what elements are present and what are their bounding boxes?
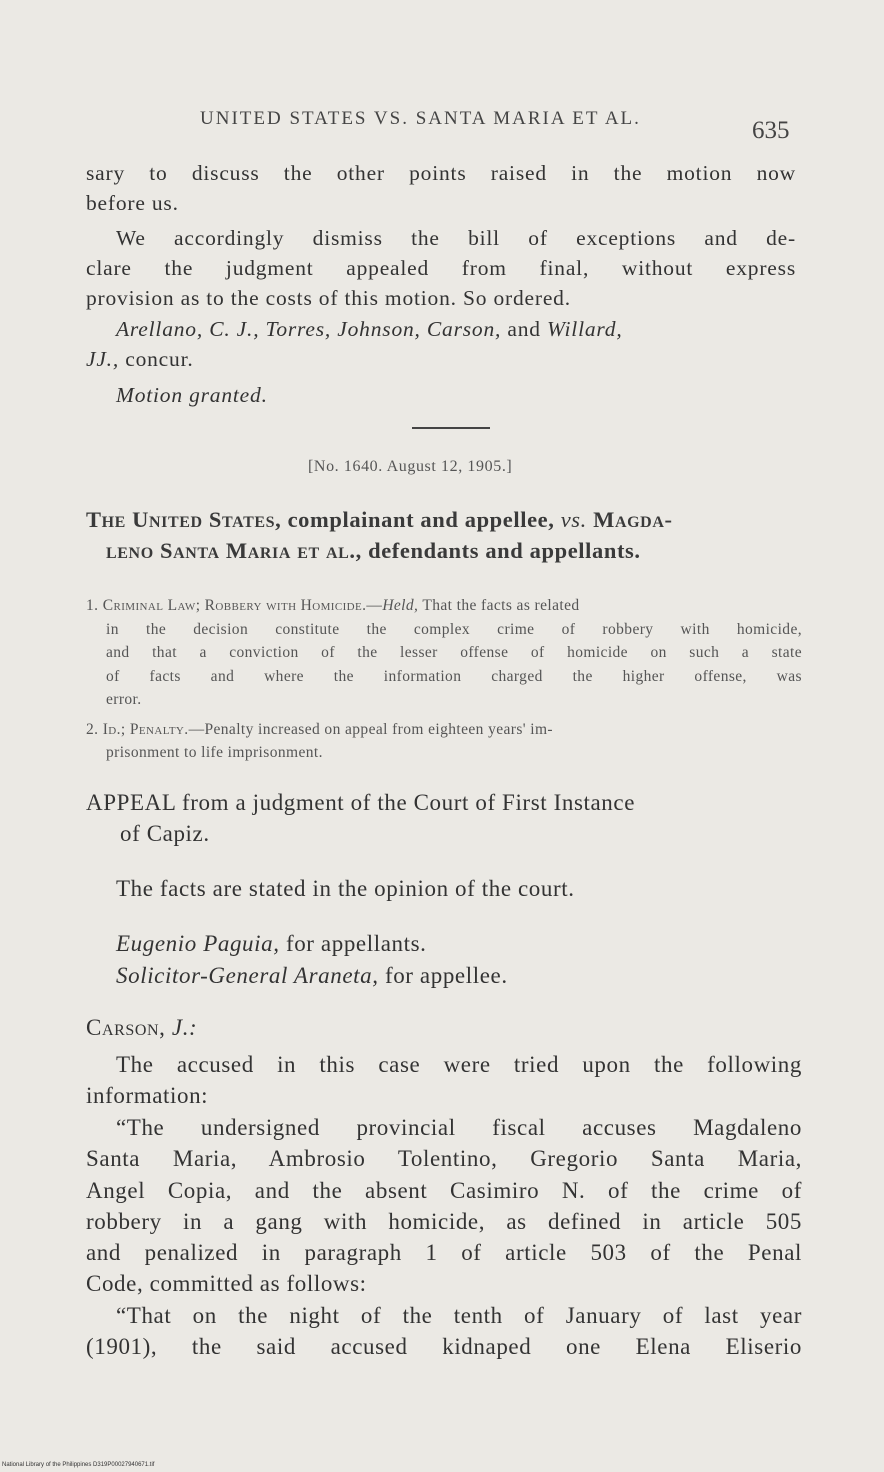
opinion-author-title: J.:	[171, 1015, 198, 1040]
disposition: Motion granted.	[116, 383, 268, 407]
concur-and: and	[507, 317, 541, 341]
facts-statement: The facts are stated in the opinion of the court.	[116, 876, 575, 901]
prev-para1-line2: before us.	[86, 191, 179, 215]
page-number: 635	[752, 117, 790, 144]
counsel-appellee-name: Solicitor-General Araneta,	[116, 963, 379, 988]
case-defendant-role: defendants and appellants.	[368, 538, 641, 563]
syllabus-1-line4: of facts and where the information charged the higher offense, was	[106, 668, 802, 685]
concurring-justices: Arellano, C. J., Torres, Johnson, Carson,	[116, 317, 502, 341]
prev-para2-line1: We accordingly dismiss the bill of exceptions and de-	[116, 226, 796, 250]
scan-credit: National Library of the Philippines D319P00027940671.tif	[2, 1462, 155, 1468]
syllabus-1-dash: —	[366, 597, 383, 614]
quote1-line6: Code, committed as follows:	[86, 1271, 367, 1296]
quote2-line2: (1901), the said accused kidnaped one Elena Eliserio	[86, 1334, 802, 1359]
quote2-line1: “That on the night of the tenth of January of last year	[116, 1303, 802, 1328]
opinion-author-name: Carson,	[86, 1015, 166, 1040]
syllabus-1-number: 1.	[86, 597, 99, 614]
opinion-author	[86, 1015, 197, 1041]
quote1-line2: Santa Maria, Ambrosio Tolentino, Gregorio Santa Maria,	[86, 1146, 802, 1171]
case-party-defendant-part2: leno Santa Maria et al.,	[106, 538, 362, 563]
counsel-appellee-role: for appellee.	[384, 963, 508, 988]
counsel-appellants	[116, 931, 427, 957]
concur-word: concur.	[125, 347, 194, 371]
opinion-p1-line1: The accused in this case were tried upon the following	[116, 1052, 802, 1077]
quote1-line3: Angel Copia, and the absent Casimiro N. of the crime of	[86, 1178, 802, 1203]
concurring-justice-last: Willard,	[547, 317, 623, 341]
case-party-plaintiff: The United States,	[86, 507, 282, 532]
case-title-line1	[86, 507, 673, 533]
case-title-line2	[106, 538, 641, 564]
running-header: UNITED STATES VS. SANTA MARIA ET AL.	[200, 108, 641, 129]
justices-abbrev: JJ.,	[86, 347, 120, 371]
appeal-line1: APPEAL from a judgment of the Court of First Instance	[86, 790, 636, 815]
quote1-line1: “The undersigned provincial fiscal accuses Magdaleno	[116, 1115, 802, 1140]
syllabus-1-heading: Criminal Law; Robbery with Homicide.	[102, 597, 367, 614]
syllabus-2-line1	[86, 718, 553, 742]
appeal-line2: of Capiz.	[120, 821, 210, 846]
syllabus-1-text: That the facts as related	[422, 597, 580, 614]
syllabus-2-number: 2.	[86, 721, 99, 738]
concurrence-line2	[86, 344, 194, 374]
docket-line: [No. 1640. August 12, 1905.]	[308, 458, 513, 475]
case-plaintiff-role: complainant and appellee,	[287, 507, 555, 532]
quote1-line4: robbery in a gang with homicide, as defined in article 505	[86, 1209, 802, 1234]
syllabus-2-heading: Id.; Penalty.	[102, 721, 189, 738]
counsel-appellants-name: Eugenio Paguia,	[116, 931, 280, 956]
syllabus-1-held: Held,	[382, 597, 419, 614]
syllabus-2-line2: prisonment to life imprisonment.	[106, 744, 323, 761]
syllabus-1-line1	[86, 594, 580, 618]
case-versus: vs.	[560, 507, 587, 532]
counsel-appellee	[116, 963, 508, 989]
section-divider	[412, 427, 490, 429]
case-party-defendant-part1: Magda-	[593, 507, 673, 532]
concurrence-line1	[116, 314, 623, 344]
quote1-line5: and penalized in paragraph 1 of article 503 of the Penal	[86, 1240, 802, 1265]
syllabus-1-line5: error.	[106, 691, 142, 708]
opinion-p1-line2: information:	[86, 1083, 209, 1108]
syllabus-2-text: —Penalty increased on appeal from eighteen years' im-	[188, 721, 553, 738]
counsel-appellants-role: for appellants.	[285, 931, 427, 956]
prev-para1-line1: sary to discuss the other points raised in the motion now	[86, 161, 796, 185]
syllabus-1-line2: in the decision constitute the complex crime of robbery with homicide,	[106, 621, 802, 638]
prev-para2-line3: provision as to the costs of this motion. So ordered.	[86, 286, 571, 310]
prev-para2-line2: clare the judgment appealed from final, without express	[86, 256, 796, 280]
syllabus-1-line3: and that a conviction of the lesser offense of homicide on such a state	[106, 644, 802, 661]
